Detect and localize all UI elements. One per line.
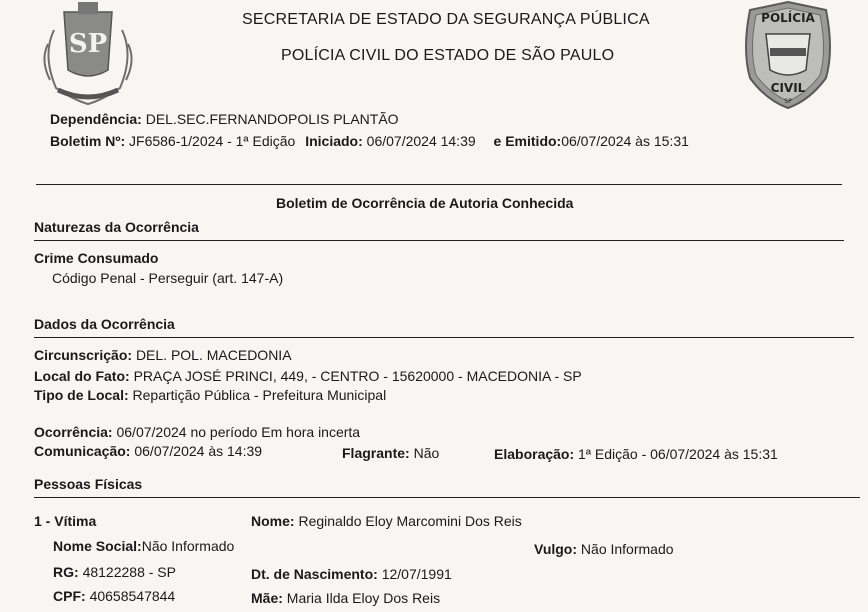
- tipo-local-label: Tipo de Local:: [34, 387, 129, 403]
- emitido-label: e Emitido:: [493, 133, 562, 149]
- crime-type: Crime Consumado: [34, 250, 159, 266]
- rg-value: 48122288 - SP: [82, 564, 176, 580]
- svg-text:SP: SP: [68, 29, 108, 59]
- nome-social-value: Não Informado: [141, 538, 235, 554]
- naturezas-heading: Naturezas da Ocorrência: [34, 219, 199, 235]
- header-subtitle: POLÍCIA CIVIL DO ESTADO DE SÃO PAULO: [281, 47, 615, 64]
- divider: [34, 497, 860, 498]
- elaboracao-label: Elaboração:: [494, 446, 575, 462]
- nascimento-value: 12/07/1991: [381, 566, 452, 582]
- divider: [34, 240, 844, 241]
- svg-text:SP: SP: [784, 98, 792, 105]
- comunicacao-value: 06/07/2024 às 14:39: [134, 443, 263, 459]
- local-fato-value: PRAÇA JOSÉ PRINCI, 449, - CENTRO - 15620000 - MACEDONIA - SP: [133, 368, 582, 384]
- document-title: Boletim de Ocorrência de Autoria Conhecida: [276, 195, 574, 211]
- tipo-local-line: [34, 387, 386, 403]
- flagrante-label: Flagrante:: [342, 445, 410, 461]
- mae-label: Mãe:: [251, 590, 283, 606]
- tipo-local-value: Repartição Pública - Prefeitura Municipal: [132, 387, 387, 403]
- boletim-line: [50, 133, 689, 149]
- svg-text:CIVIL: CIVIL: [770, 81, 806, 95]
- dependencia-line: [50, 111, 399, 127]
- nome-line: [251, 513, 522, 529]
- elaboracao-line: [494, 446, 778, 462]
- nascimento-line: [251, 566, 452, 582]
- mae-line: [251, 590, 440, 606]
- mae-value: Maria Ilda Eloy Dos Reis: [286, 590, 441, 606]
- local-fato-line: [34, 368, 582, 384]
- vulgo-label: Vulgo:: [534, 541, 578, 557]
- emitido-value: 06/07/2024 às 15:31: [561, 133, 689, 149]
- vulgo-value: Não Informado: [580, 541, 674, 557]
- sao-paulo-coat-of-arms-icon: [34, 0, 142, 110]
- nome-social-line: [53, 538, 234, 554]
- boletim-label: Boletim Nº:: [50, 133, 126, 149]
- boletim-value: JF6586-1/2024 - 1ª Edição: [129, 133, 296, 149]
- cpf-line: [53, 588, 175, 604]
- pessoas-heading: Pessoas Físicas: [34, 476, 143, 492]
- ocorrencia-label: Ocorrência:: [34, 424, 113, 440]
- crime-detail: Código Penal - Perseguir (art. 147-A): [52, 270, 284, 286]
- dependencia-label: Dependência:: [50, 111, 142, 127]
- nome-value: Reginaldo Eloy Marcomini Dos Reis: [298, 513, 522, 529]
- nascimento-label: Dt. de Nascimento:: [251, 566, 378, 582]
- dependencia-value: DEL.SEC.FERNANDOPOLIS PLANTÃO: [145, 111, 399, 127]
- circunscricao-label: Circunscrição:: [34, 347, 133, 363]
- local-fato-label: Local do Fato:: [34, 368, 130, 384]
- svg-text:POLÍCIA: POLÍCIA: [761, 11, 815, 25]
- nome-label: Nome:: [251, 513, 295, 529]
- comunicacao-line: [34, 443, 262, 459]
- comunicacao-label: Comunicação:: [34, 443, 131, 459]
- divider: [34, 337, 854, 338]
- person-index: 1 - Vítima: [34, 513, 97, 529]
- policia-civil-badge-icon: [740, 0, 836, 110]
- flagrante-line: [342, 445, 439, 461]
- circunscricao-line: [34, 347, 292, 363]
- iniciado-value: 06/07/2024 14:39: [366, 133, 476, 149]
- cpf-value: 40658547844: [89, 588, 176, 604]
- flagrante-value: Não: [413, 445, 440, 461]
- divider: [36, 184, 842, 185]
- iniciado-label: Iniciado:: [305, 133, 363, 149]
- dados-heading: Dados da Ocorrência: [34, 316, 175, 332]
- cpf-label: CPF:: [53, 588, 86, 604]
- ocorrencia-line: [34, 424, 360, 440]
- header-title: SECRETARIA DE ESTADO DA SEGURANÇA PÚBLICA: [242, 11, 650, 28]
- rg-line: [53, 564, 176, 580]
- vulgo-line: [534, 541, 674, 557]
- elaboracao-value: 1ª Edição - 06/07/2024 às 15:31: [578, 446, 778, 462]
- nome-social-label: Nome Social:: [53, 538, 142, 554]
- circunscricao-value: DEL. POL. MACEDONIA: [135, 347, 292, 363]
- ocorrencia-value: 06/07/2024 no período Em hora incerta: [116, 424, 361, 440]
- rg-label: RG:: [53, 564, 79, 580]
